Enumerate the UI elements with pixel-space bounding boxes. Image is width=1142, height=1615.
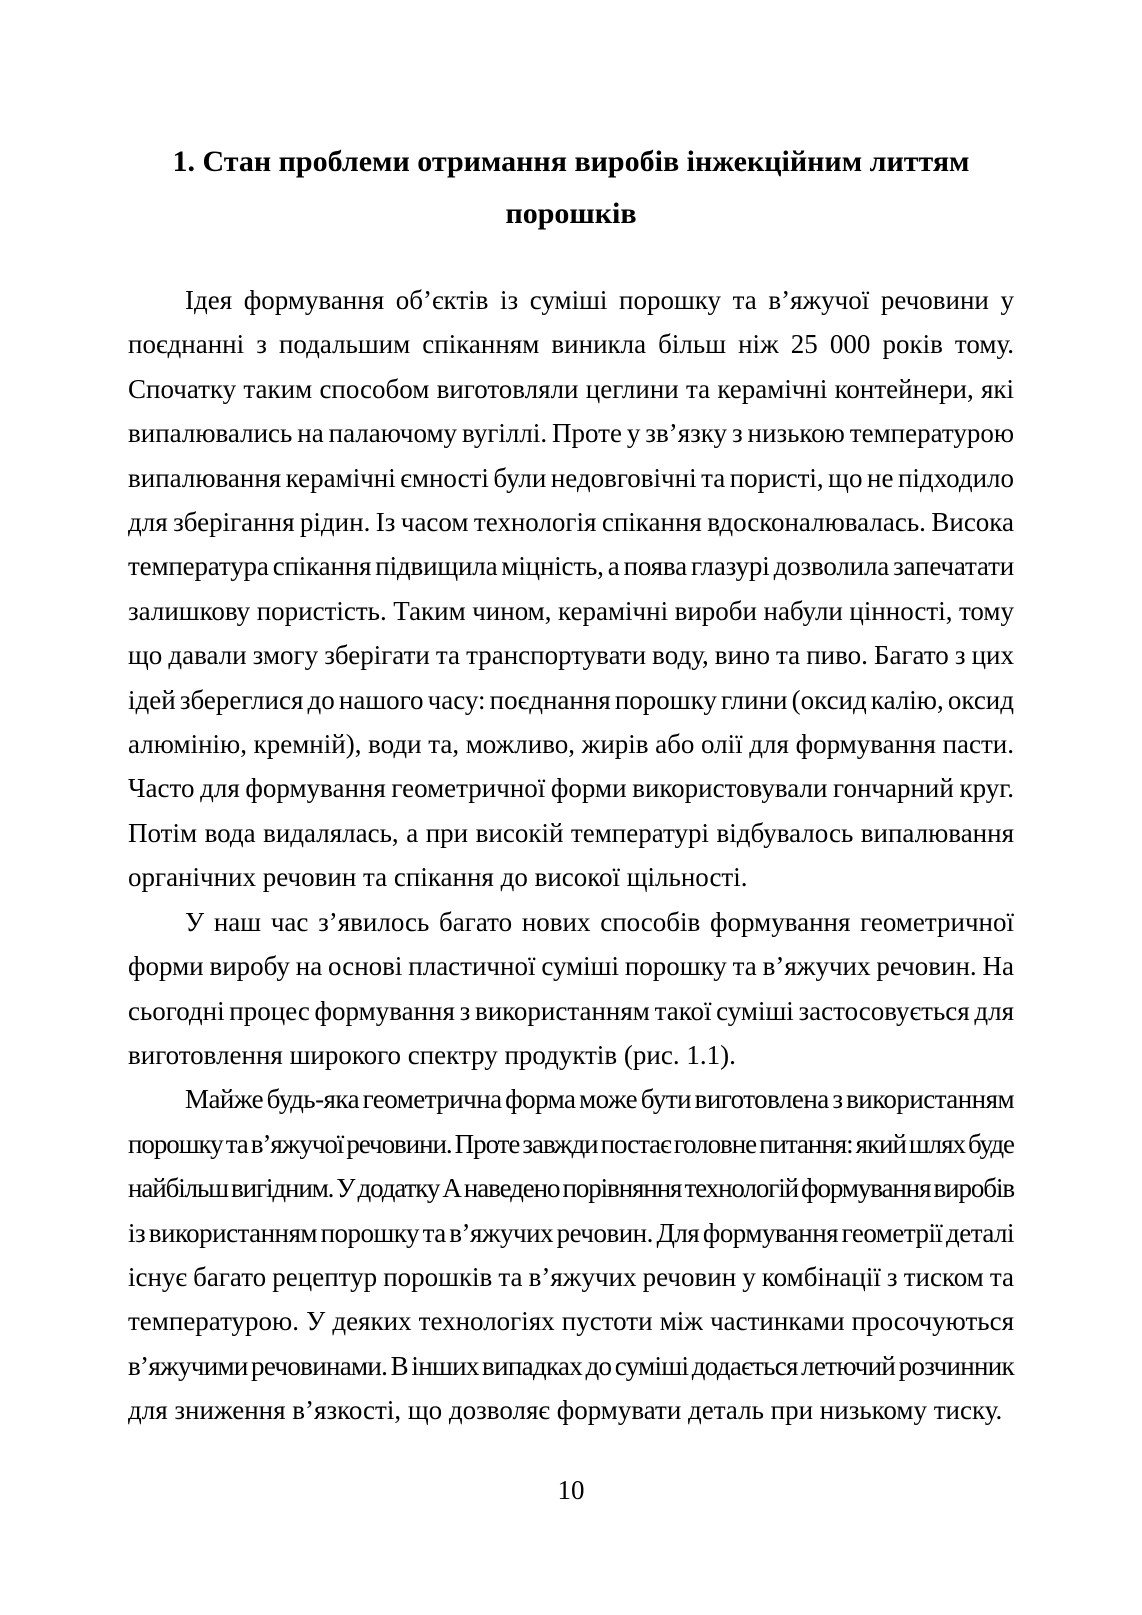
- text-line: виготовлення широкого спектру продуктів (рис. 1.1).: [128, 1039, 736, 1070]
- paragraph: [128, 278, 1014, 900]
- text-line: із використанням порошку та в’яжучих речовин. Для формування геометрії деталі: [128, 1217, 1014, 1248]
- text-line: У наш час з’явилось багато нових способів формування геометричної: [185, 906, 1014, 937]
- text-line: порошку та в’яжучої речовини. Проте завжди постає головне питання: який шлях буде: [128, 1128, 1014, 1159]
- text-line: існує багато рецептур порошків та в’яжучих речовин у комбінації з тиском та: [128, 1261, 1014, 1292]
- text-line: органічних речовин та спікання до високої щільності.: [128, 862, 748, 893]
- paragraph: [128, 900, 1014, 1078]
- text-line: залишкову пористість. Таким чином, керамічні вироби набули цінності, тому: [128, 595, 1014, 626]
- text-line: поєднанні з подальшим спіканням виникла більш ніж 25 000 років тому.: [128, 329, 1014, 360]
- text-line: температурою. У деяких технологіях пустоти між частинками просочуються: [128, 1306, 1014, 1337]
- text-line: що давали змогу зберігати та транспортувати воду, вино та пиво. Багато з цих: [128, 640, 1014, 671]
- body-text: [128, 278, 1014, 1433]
- text-line: форми виробу на основі пластичної суміші порошку та в’яжучих речовин. На: [128, 951, 1014, 982]
- text-line: для зберігання рідин. Із часом технологія спікання вдосконалювалась. Висока: [128, 507, 1014, 538]
- text-line: випалювання керамічні ємності були недовговічні та пористі, що не підходило: [128, 462, 1014, 493]
- text-line: сьогодні процес формування з використанням такої суміші застосовується для: [128, 995, 1014, 1026]
- paragraph: [128, 1077, 1014, 1432]
- text-line: Майже будь-яка геометрична форма може бути виготовлена з використанням: [185, 1084, 1014, 1115]
- page-content: [128, 136, 1014, 1433]
- text-line: для зниження в’язкості, що дозволяє формувати деталь при низькому тиску.: [128, 1395, 1003, 1426]
- heading-line: порошків: [505, 197, 637, 230]
- text-line: найбільш вигідним. У додатку А наведено порівняння технологій формування виробів: [128, 1173, 1014, 1204]
- section-heading: [128, 136, 1014, 240]
- text-line: Часто для формування геометричної форми використовували гончарний круг.: [128, 773, 1014, 804]
- text-line: Потім вода видалялась, а при високій температурі відбувалось випалювання: [128, 817, 1014, 848]
- text-line: в’яжучими речовинами. В інших випадках до суміші додається летючий розчинник: [128, 1350, 1014, 1381]
- text-line: Ідея формування об’єктів із суміші порошку та в’яжучої речовини у: [185, 285, 1014, 315]
- text-line: ідей збереглися до нашого часу: поєднання порошку глини (оксид калію, оксид: [128, 684, 1014, 715]
- page-number: 10: [557, 1475, 585, 1505]
- heading-line: 1. Стан проблеми отримання виробів інжекційним литтям: [172, 145, 970, 178]
- text-line: алюмінію, кремній), води та, можливо, жирів або олії для формування пасти.: [128, 729, 1014, 760]
- text-line: Спочатку таким способом виготовляли цеглини та керамічні контейнери, які: [128, 373, 1014, 404]
- text-line: температура спікання підвищила міцність, а поява глазурі дозволила запечатати: [128, 551, 1014, 582]
- text-line: випалювались на палаючому вугіллі. Проте у зв’язку з низькою температурою: [128, 418, 1014, 449]
